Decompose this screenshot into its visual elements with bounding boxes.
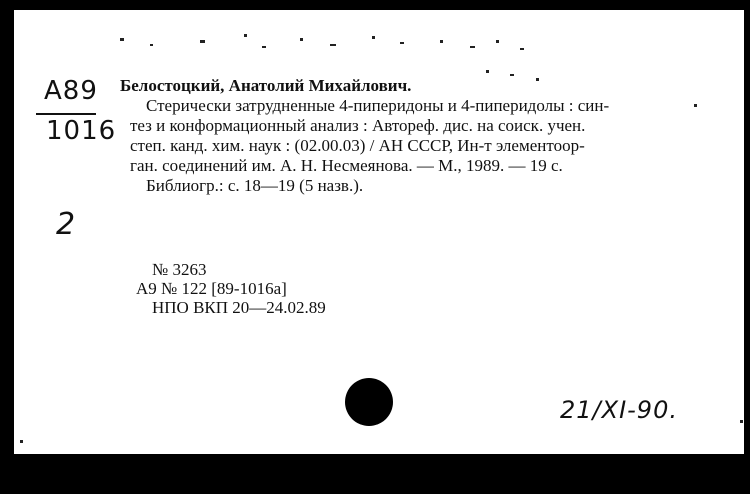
title-line-4: ган. соединений им. А. Н. Несмеянова. — М., 1989. — 19 с. (130, 156, 563, 175)
npo-line: НПО ВКП 20—24.02.89 (152, 298, 326, 317)
punch-hole (345, 378, 393, 426)
shelf-mark-bottom: 1016 (46, 116, 117, 146)
handwritten-date: 21/XI-90. (560, 396, 678, 424)
title-line-1: Стерически затрудненные 4-пиперидоны и 4-пиперидолы : син- (146, 96, 610, 115)
title-line-2: тез и конформационный анализ : Автореф. дис. на соиск. учен. (130, 116, 586, 135)
bibliography-note: Библиогр.: с. 18—19 (5 назв.). (146, 176, 364, 195)
shelf-mark-divider (36, 113, 96, 115)
a9-line: А9 № 122 [89-1016а] (136, 279, 287, 298)
shelf-mark-top: A89 (44, 76, 98, 106)
author-heading: Белостоцкий, Анатолий Михайлович. (120, 76, 412, 95)
title-line-3: степ. канд. хим. наук : (02.00.03) / АН СССР, Ин-т элементоор- (130, 136, 585, 155)
copy-mark: 2 (56, 207, 76, 242)
record-number: № 3263 (152, 260, 207, 279)
